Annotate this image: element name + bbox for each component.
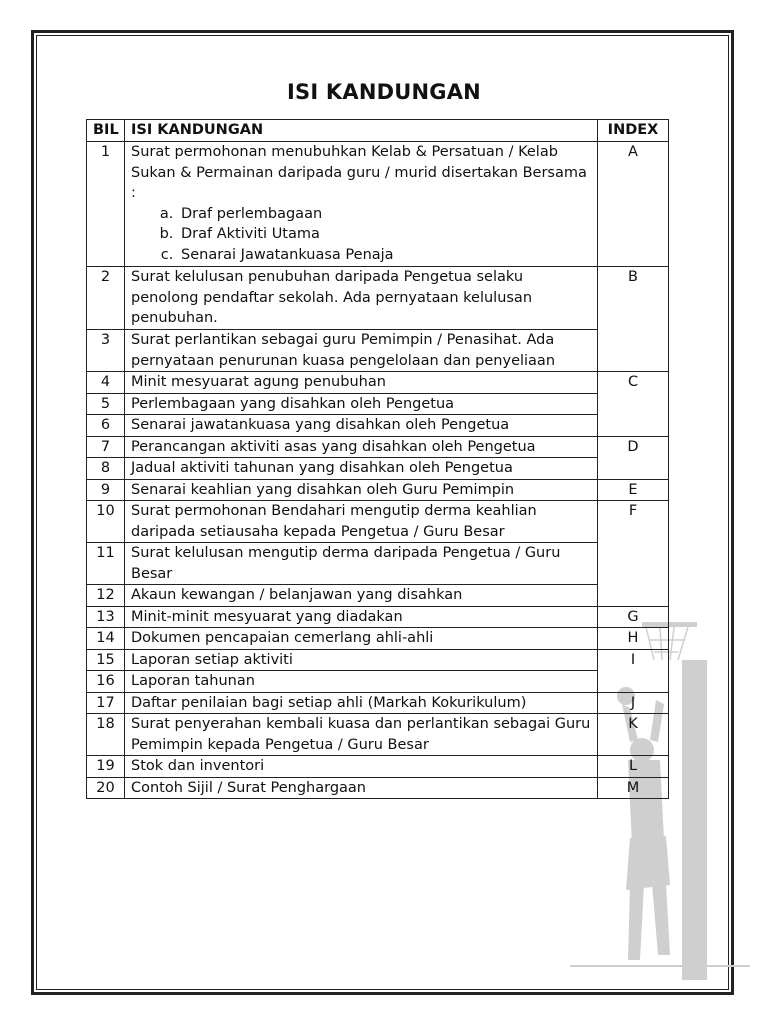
- index-cell: B: [598, 267, 669, 372]
- row-content: Minit mesyuarat agung penubuhan: [125, 372, 598, 394]
- page-title: ISI KANDUNGAN: [287, 80, 481, 104]
- row-number: 19: [87, 756, 125, 778]
- row-number: 6: [87, 415, 125, 437]
- row-content: Surat kelulusan penubuhan daripada Pengetua selaku penolong pendaftar sekolah. Ada pernyataan kelulusan penubuhan.: [125, 267, 598, 330]
- table-row: [87, 142, 669, 267]
- list-item: b. Draf Aktiviti Utama: [178, 224, 591, 245]
- index-cell: A: [598, 142, 669, 267]
- row-content: Perancangan aktiviti asas yang disahkan oleh Pengetua: [125, 436, 598, 458]
- index-cell: K: [598, 714, 669, 756]
- row-content: Surat perlantikan sebagai guru Pemimpin / Penasihat. Ada pernyataan penurunan kuasa pengelolaan dan penyeliaan: [125, 330, 598, 372]
- table-row: [87, 543, 669, 585]
- header-index: INDEX: [598, 120, 669, 142]
- table-row: [87, 330, 669, 372]
- row-number: 11: [87, 543, 125, 585]
- table-row: [87, 501, 669, 543]
- row-number: 4: [87, 372, 125, 394]
- row-content: Surat kelulusan mengutip derma daripada Pengetua / Guru Besar: [125, 543, 598, 585]
- row-content: [125, 142, 598, 267]
- row-number: 18: [87, 714, 125, 756]
- table-row: [87, 479, 669, 501]
- table-row: [87, 606, 669, 628]
- row-content: Senarai jawatankuasa yang disahkan oleh Pengetua: [125, 415, 598, 437]
- index-cell: M: [598, 777, 669, 799]
- row-content: Surat penyerahan kembali kuasa dan perlantikan sebagai Guru Pemimpin kepada Pengetua / Guru Besar: [125, 714, 598, 756]
- table-row: [87, 393, 669, 415]
- row-content: Stok dan inventori: [125, 756, 598, 778]
- row-content: Daftar penilaian bagi setiap ahli (Markah Kokurikulum): [125, 692, 598, 714]
- index-cell: L: [598, 756, 669, 778]
- row-text: Surat permohonan menubuhkan Kelab & Persatuan / Kelab Sukan & Permainan daripada guru / murid disertakan Bersama :: [131, 144, 587, 201]
- row-content: Laporan tahunan: [125, 671, 598, 693]
- hoop-pole: [682, 660, 707, 980]
- row-content: Dokumen pencapaian cemerlang ahli-ahli: [125, 628, 598, 650]
- row-content: Perlembagaan yang disahkan oleh Pengetua: [125, 393, 598, 415]
- index-cell: H: [598, 628, 669, 650]
- row-number: 14: [87, 628, 125, 650]
- row-number: 20: [87, 777, 125, 799]
- list-item: a. Draf perlembagaan: [178, 204, 591, 225]
- index-cell: G: [598, 606, 669, 628]
- list-item: c. Senarai Jawatankuasa Penaja: [178, 245, 591, 266]
- row-number: 2: [87, 267, 125, 330]
- row-number: 9: [87, 479, 125, 501]
- index-cell: I: [598, 649, 669, 692]
- table-row: [87, 756, 669, 778]
- row-content: Senarai keahlian yang disahkan oleh Guru Pemimpin: [125, 479, 598, 501]
- contents-table: [86, 119, 669, 799]
- row-number: 8: [87, 458, 125, 480]
- row-number: 3: [87, 330, 125, 372]
- row-content: Akaun kewangan / belanjawan yang disahkan: [125, 585, 598, 607]
- table-row: [87, 415, 669, 437]
- index-cell: C: [598, 372, 669, 437]
- row-number: 5: [87, 393, 125, 415]
- table-row: [87, 372, 669, 394]
- row-content: Surat permohonan Bendahari mengutip derma keahlian daripada setiausaha kepada Pengetua / Guru Besar: [125, 501, 598, 543]
- row-number: 13: [87, 606, 125, 628]
- row-number: 15: [87, 649, 125, 671]
- table-row: [87, 628, 669, 650]
- table-header-row: [87, 120, 669, 142]
- row-content: Contoh Sijil / Surat Penghargaan: [125, 777, 598, 799]
- index-cell: D: [598, 436, 669, 479]
- row-content: Laporan setiap aktiviti: [125, 649, 598, 671]
- index-cell: J: [598, 692, 669, 714]
- row-number: 10: [87, 501, 125, 543]
- row-number: 7: [87, 436, 125, 458]
- row-content: Minit-minit mesyuarat yang diadakan: [125, 606, 598, 628]
- row-number: 12: [87, 585, 125, 607]
- row-number: 17: [87, 692, 125, 714]
- table-row: [87, 649, 669, 671]
- table-row: [87, 436, 669, 458]
- table-row: [87, 671, 669, 693]
- table-row: [87, 714, 669, 756]
- table-row: [87, 692, 669, 714]
- row-number: 16: [87, 671, 125, 693]
- index-cell: E: [598, 479, 669, 501]
- index-cell: F: [598, 501, 669, 607]
- row-content: Jadual aktiviti tahunan yang disahkan oleh Pengetua: [125, 458, 598, 480]
- table-row: [87, 267, 669, 330]
- table-row: [87, 458, 669, 480]
- header-content: ISI KANDUNGAN: [125, 120, 598, 142]
- row-number: 1: [87, 142, 125, 267]
- table-row: [87, 585, 669, 607]
- sub-list: [131, 204, 591, 266]
- header-bil: BIL: [87, 120, 125, 142]
- table-row: [87, 777, 669, 799]
